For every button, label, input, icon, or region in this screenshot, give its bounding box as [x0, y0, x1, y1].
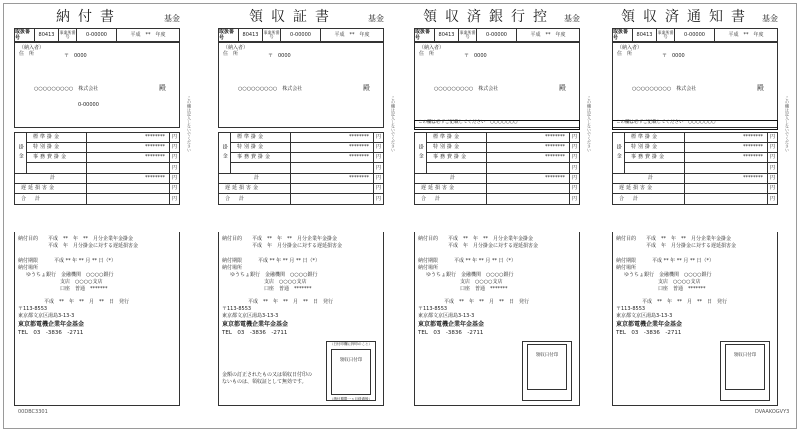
stamp-top-note: （日付印欄に押印のこと）: [330, 342, 372, 346]
premium-row-name: 特別掛金: [625, 143, 685, 152]
payment-place-label: 納付場所: [222, 265, 243, 271]
bank-line-2: 支店 ○○○○支店: [264, 279, 307, 285]
premium-group-label: 掛金: [613, 133, 625, 173]
code-box: [14, 28, 180, 42]
postal-code: 〒 0000: [64, 53, 87, 59]
premium-rows: [427, 133, 579, 173]
footer-right-code: DVAAKOGVY3: [755, 409, 790, 415]
stamp-inner-box: [331, 349, 371, 395]
deadline-value: 平成 ** 年 ** 月 ** 日（*）: [454, 258, 517, 264]
yen-mark: 円: [169, 174, 179, 183]
yen-mark: 円: [767, 174, 777, 183]
premium-row: [427, 143, 579, 153]
yen-mark: 円: [169, 184, 179, 193]
org-name: 東京都電機企業年金基金: [616, 321, 683, 328]
premium-group-label: 掛金: [15, 133, 27, 173]
purpose-label: 納付目的: [222, 236, 243, 242]
payment-slip: [14, 8, 192, 404]
side-note: この欄は記入しないでください: [187, 96, 192, 152]
premium-row: [231, 133, 383, 143]
stamp-inner-box: [725, 344, 765, 390]
subtotal-value: ********: [349, 175, 369, 182]
footer-left-code: 00DBC3301: [18, 409, 48, 415]
bank-line-2: 支店 ○○○○支店: [460, 279, 503, 285]
org-address: 東京都文京区湯島3-13-3: [616, 313, 673, 319]
amount-table: [414, 132, 580, 205]
deadline-value: 平成 ** 年 ** 月 ** 日（*）: [54, 258, 117, 264]
office-number-label: 事業所番号: [59, 29, 76, 39]
purpose-line-1: 平成 ** 年 ** 月分企業年金掛金: [448, 236, 534, 242]
org-name: 東京都電機企業年金基金: [418, 321, 485, 328]
yen-mark: 円: [569, 194, 579, 204]
org-postal: 〒113-8553: [222, 306, 252, 312]
code-label: 取扱番号: [415, 29, 435, 41]
honorific: 殿: [757, 84, 764, 92]
premium-row-value: ********: [349, 144, 369, 151]
yen-mark: 円: [373, 174, 383, 183]
amount-table: [612, 132, 778, 205]
premium-rows: [27, 133, 179, 173]
slip-title: 納付書: [56, 9, 122, 25]
yen-mark: 円: [373, 153, 383, 162]
purpose-label: 納付目的: [616, 236, 637, 242]
org-tel: TEL 03 -3836 -2711: [18, 330, 84, 336]
premium-row-name: 特別掛金: [427, 143, 487, 152]
yen-mark: 円: [169, 143, 179, 152]
address-label: 住 所: [19, 51, 35, 57]
fiscal-year: 平成 ** 年度: [130, 31, 166, 38]
premium-row-value: ********: [145, 134, 165, 141]
payer-label: （納入者）: [617, 45, 643, 51]
org-postal: 〒113-8553: [616, 306, 646, 312]
company-name: ○○○○○○○○○ 株式会社: [632, 86, 697, 92]
yen-mark: 円: [569, 143, 579, 152]
deadline-label: 納付期限: [222, 258, 243, 264]
premium-row: [27, 153, 179, 163]
payment-place-label: 納付場所: [18, 265, 39, 271]
payer-label: （納入者）: [223, 45, 249, 51]
premium-row-name: [27, 163, 87, 173]
premium-row-name: [625, 163, 685, 173]
notice-banner: この欄は必ずご記載してください ○○○○○○○: [612, 120, 778, 130]
purpose-line-1: 平成 ** 年 ** 月分企業年金掛金: [646, 236, 732, 242]
premium-row-name: 事務費掛金: [231, 153, 291, 162]
yen-mark: 円: [767, 194, 777, 204]
premium-row-name: 特別掛金: [27, 143, 87, 152]
bank-line-3: 口座 普通 *******: [264, 286, 312, 292]
office-number: 0-00000: [77, 29, 117, 41]
stamp-label: 領収日付印: [339, 357, 363, 363]
office-number-label: 事業所番号: [657, 29, 674, 39]
yen-mark: 円: [767, 143, 777, 152]
purpose-line-2: 平成 年 月分掛金に対する遅延損害金: [252, 243, 343, 249]
payer-box: [14, 42, 180, 128]
code-label: 取扱番号: [613, 29, 633, 41]
stamp-label: 領収日付印: [535, 353, 559, 358]
code-number: 80413: [435, 29, 459, 41]
stamp-inner-box: [527, 344, 567, 390]
address-label: 住 所: [223, 51, 239, 57]
yen-mark: 円: [373, 194, 383, 204]
company-name: ○○○○○○○○○ 株式会社: [434, 86, 499, 92]
premium-row: [27, 143, 179, 153]
honorific: 殿: [559, 84, 566, 92]
yen-mark: 円: [767, 184, 777, 193]
premium-row: [625, 153, 777, 163]
bank-line-1: ゆうちょ銀行 金融機関 ○○○○銀行: [426, 272, 514, 278]
premium-row-name: 標準掛金: [427, 133, 487, 142]
total-row: [415, 194, 579, 204]
deadline-label: 納付期限: [18, 258, 39, 264]
org-tel: TEL 03 -3836 -2711: [418, 330, 484, 336]
yen-mark: 円: [569, 163, 579, 173]
code-number: 80413: [35, 29, 59, 41]
yen-mark: 円: [767, 163, 777, 173]
premium-row-value: ********: [145, 154, 165, 161]
issue-date: 平成 ** 年 ** 月 ** 日 発行: [44, 299, 130, 305]
slip-title: 領収済通知書: [621, 9, 753, 25]
late-fee-row: [415, 184, 579, 194]
premium-group: [15, 133, 179, 174]
payment-slip: [218, 8, 396, 404]
premium-row: [231, 163, 383, 173]
fiscal-year: 平成 ** 年度: [530, 31, 566, 38]
honorific: 殿: [159, 84, 166, 92]
total-row: [15, 194, 179, 204]
org-tel: TEL 03 -3836 -2711: [616, 330, 682, 336]
subtotal-row: [415, 174, 579, 184]
premium-group-label: 掛金: [415, 133, 427, 173]
company-name: ○○○○○○○○○ 株式会社: [34, 86, 99, 92]
total-row: [613, 194, 777, 204]
yen-mark: 円: [373, 143, 383, 152]
deadline-label: 納付期限: [418, 258, 439, 264]
deadline-value: 平成 ** 年 ** 月 ** 日（*）: [258, 258, 321, 264]
late-fee-row: [219, 184, 383, 194]
bank-line-2: 支店 ○○○○支店: [60, 279, 103, 285]
notice-banner: この欄は必ずご記載してください ○○○○○○○: [414, 120, 580, 130]
payer-label: （納入者）: [19, 45, 45, 51]
premium-row: [625, 133, 777, 143]
premium-row: [231, 153, 383, 163]
purpose-label: 納付目的: [418, 236, 439, 242]
yen-mark: 円: [767, 133, 777, 142]
premium-row-value: ********: [545, 154, 565, 161]
slip-title: 領収証書: [249, 9, 337, 25]
late-fee-label: 遅延損害金: [15, 184, 87, 193]
fiscal-year: 平成 ** 年度: [334, 31, 370, 38]
premium-row-name: [231, 163, 291, 173]
premium-group-label: 掛金: [219, 133, 231, 173]
yen-mark: 円: [373, 133, 383, 142]
slip-subtitle: 基金: [368, 14, 384, 23]
premium-row: [231, 143, 383, 153]
premium-row-value: ********: [743, 144, 763, 151]
org-address: 東京都文京区湯島3-13-3: [18, 313, 75, 319]
receipt-stamp-area: [522, 341, 572, 401]
premium-row: [427, 153, 579, 163]
premium-row-value: ********: [743, 154, 763, 161]
org-name: 東京都電機企業年金基金: [18, 321, 85, 328]
code-label: 取扱番号: [219, 29, 239, 41]
slip-subtitle: 基金: [164, 14, 180, 23]
org-postal: 〒113-8553: [18, 306, 48, 312]
office-number-label: 事業所番号: [263, 29, 280, 39]
fiscal-year: 平成 ** 年度: [728, 31, 764, 38]
payer-box: [218, 42, 384, 128]
late-fee-label: 遅延損害金: [613, 184, 685, 193]
total-label: 合 計: [219, 194, 291, 204]
premium-row: [625, 143, 777, 153]
yen-mark: 円: [767, 153, 777, 162]
org-postal: 〒113-8553: [418, 306, 448, 312]
bank-line-1: ゆうちょ銀行 金融機関 ○○○○銀行: [26, 272, 114, 278]
payment-slip: [612, 8, 790, 404]
code-box: [612, 28, 778, 42]
total-label: 合 計: [613, 194, 685, 204]
premium-row-name: 事務費掛金: [625, 153, 685, 162]
office-number: 0-00000: [477, 29, 517, 41]
stamp-label: 領収日付印: [733, 353, 757, 358]
premium-rows: [625, 133, 777, 173]
issue-date: 平成 ** 年 ** 月 ** 日 発行: [642, 299, 728, 305]
slip-subtitle: 基金: [762, 14, 778, 23]
amount-table: [218, 132, 384, 205]
premium-row-name: [427, 163, 487, 173]
office-number: 0-00000: [675, 29, 715, 41]
postal-code: 〒 0000: [662, 53, 685, 59]
premium-row-value: ********: [145, 144, 165, 151]
payer-box: [414, 42, 580, 128]
yen-mark: 円: [569, 174, 579, 183]
late-fee-label: 遅延損害金: [219, 184, 291, 193]
subtotal-label: 計: [15, 174, 87, 183]
amount-table: [14, 132, 180, 205]
purpose-line-2: 平成 年 月分掛金に対する遅延損害金: [646, 243, 737, 249]
bank-line-1: ゆうちょ銀行 金融機関 ○○○○銀行: [230, 272, 318, 278]
premium-row-value: ********: [545, 134, 565, 141]
premium-group: [219, 133, 383, 174]
yen-mark: 円: [373, 163, 383, 173]
premium-row-name: 特別掛金: [231, 143, 291, 152]
purpose-line-2: 平成 年 月分掛金に対する遅延損害金: [48, 243, 139, 249]
stamp-bottom-note: （納付期限一ヵ月経過後）: [330, 396, 372, 401]
bank-line-3: 口座 普通 *******: [658, 286, 706, 292]
premium-row: [27, 163, 179, 173]
address-label: 住 所: [419, 51, 435, 57]
deadline-value: 平成 ** 年 ** 月 ** 日（*）: [652, 258, 715, 264]
premium-row-name: 標準掛金: [231, 133, 291, 142]
company-name: ○○○○○○○○○ 株式会社: [238, 86, 303, 92]
org-name: 東京都電機企業年金基金: [222, 321, 289, 328]
premium-group: [613, 133, 777, 174]
late-fee-row: [15, 184, 179, 194]
premium-row: [427, 163, 579, 173]
yen-mark: 円: [169, 153, 179, 162]
subtotal-row: [219, 174, 383, 184]
purpose-line-2: 平成 年 月分掛金に対する遅延損害金: [448, 243, 539, 249]
payer-box: [612, 42, 778, 128]
purpose-line-1: 平成 ** 年 ** 月分企業年金掛金: [48, 236, 134, 242]
total-label: 合 計: [15, 194, 87, 204]
issue-date: 平成 ** 年 ** 月 ** 日 発行: [248, 299, 334, 305]
premium-row-name: 事務費掛金: [427, 153, 487, 162]
premium-row-name: 標準掛金: [625, 133, 685, 142]
company-sub-code: 0-00000: [78, 102, 99, 108]
subtotal-label: 計: [415, 174, 487, 183]
postal-code: 〒 0000: [464, 53, 487, 59]
org-tel: TEL 03 -3836 -2711: [222, 330, 288, 336]
premium-row-name: 標準掛金: [27, 133, 87, 142]
purpose-label: 納付目的: [18, 236, 39, 242]
code-box: [218, 28, 384, 42]
subtotal-label: 計: [219, 174, 291, 183]
bank-line-1: ゆうちょ銀行 金融機関 ○○○○銀行: [624, 272, 712, 278]
org-address: 東京都文京区湯島3-13-3: [222, 313, 279, 319]
yen-mark: 円: [169, 133, 179, 142]
premium-row-value: ********: [349, 134, 369, 141]
office-number: 0-00000: [281, 29, 321, 41]
subtotal-value: ********: [545, 175, 565, 182]
bank-line-3: 口座 普通 *******: [60, 286, 108, 292]
premium-row: [427, 133, 579, 143]
premium-row-value: ********: [349, 154, 369, 161]
validity-note: 金額の訂正されたもの又は領収日付印のないものは、領収証として無効です。: [222, 372, 313, 385]
receipt-stamp-area: [326, 341, 376, 401]
premium-rows: [231, 133, 383, 173]
payment-place-label: 納付場所: [418, 265, 439, 271]
premium-row-value: ********: [743, 134, 763, 141]
yen-mark: 円: [373, 184, 383, 193]
postal-code: 〒 0000: [268, 53, 291, 59]
deadline-label: 納付期限: [616, 258, 637, 264]
subtotal-row: [15, 174, 179, 184]
premium-group: [415, 133, 579, 174]
late-fee-row: [613, 184, 777, 194]
code-label: 取扱番号: [15, 29, 35, 41]
purpose-line-1: 平成 ** 年 ** 月分企業年金掛金: [252, 236, 338, 242]
premium-row: [27, 133, 179, 143]
code-box: [414, 28, 580, 42]
slip-subtitle: 基金: [564, 14, 580, 23]
office-number-label: 事業所番号: [459, 29, 476, 39]
side-note: この欄は記入しないでください: [391, 96, 396, 152]
total-row: [219, 194, 383, 204]
subtotal-row: [613, 174, 777, 184]
receipt-stamp-area: [720, 341, 770, 401]
yen-mark: 円: [569, 153, 579, 162]
premium-row: [625, 163, 777, 173]
yen-mark: 円: [169, 194, 179, 204]
total-label: 合 計: [415, 194, 487, 204]
yen-mark: 円: [569, 133, 579, 142]
side-note: この欄は記入しないでください: [785, 96, 790, 152]
premium-row-name: 事務費掛金: [27, 153, 87, 162]
payment-place-label: 納付場所: [616, 265, 637, 271]
late-fee-label: 遅延損害金: [415, 184, 487, 193]
side-note: この欄は記入しないでください: [587, 96, 592, 152]
honorific: 殿: [363, 84, 370, 92]
premium-row-value: ********: [545, 144, 565, 151]
yen-mark: 円: [169, 163, 179, 173]
address-label: 住 所: [617, 51, 633, 57]
subtotal-value: ********: [743, 175, 763, 182]
payment-slip: [414, 8, 592, 404]
subtotal-label: 計: [613, 174, 685, 183]
bank-line-2: 支店 ○○○○支店: [658, 279, 701, 285]
issue-date: 平成 ** 年 ** 月 ** 日 発行: [444, 299, 530, 305]
subtotal-value: ********: [145, 175, 165, 182]
slip-title: 領収済銀行控: [423, 9, 555, 25]
yen-mark: 円: [569, 184, 579, 193]
code-number: 80413: [633, 29, 657, 41]
code-number: 80413: [239, 29, 263, 41]
org-address: 東京都文京区湯島3-13-3: [418, 313, 475, 319]
payer-label: （納入者）: [419, 45, 445, 51]
bank-line-3: 口座 普通 *******: [460, 286, 508, 292]
